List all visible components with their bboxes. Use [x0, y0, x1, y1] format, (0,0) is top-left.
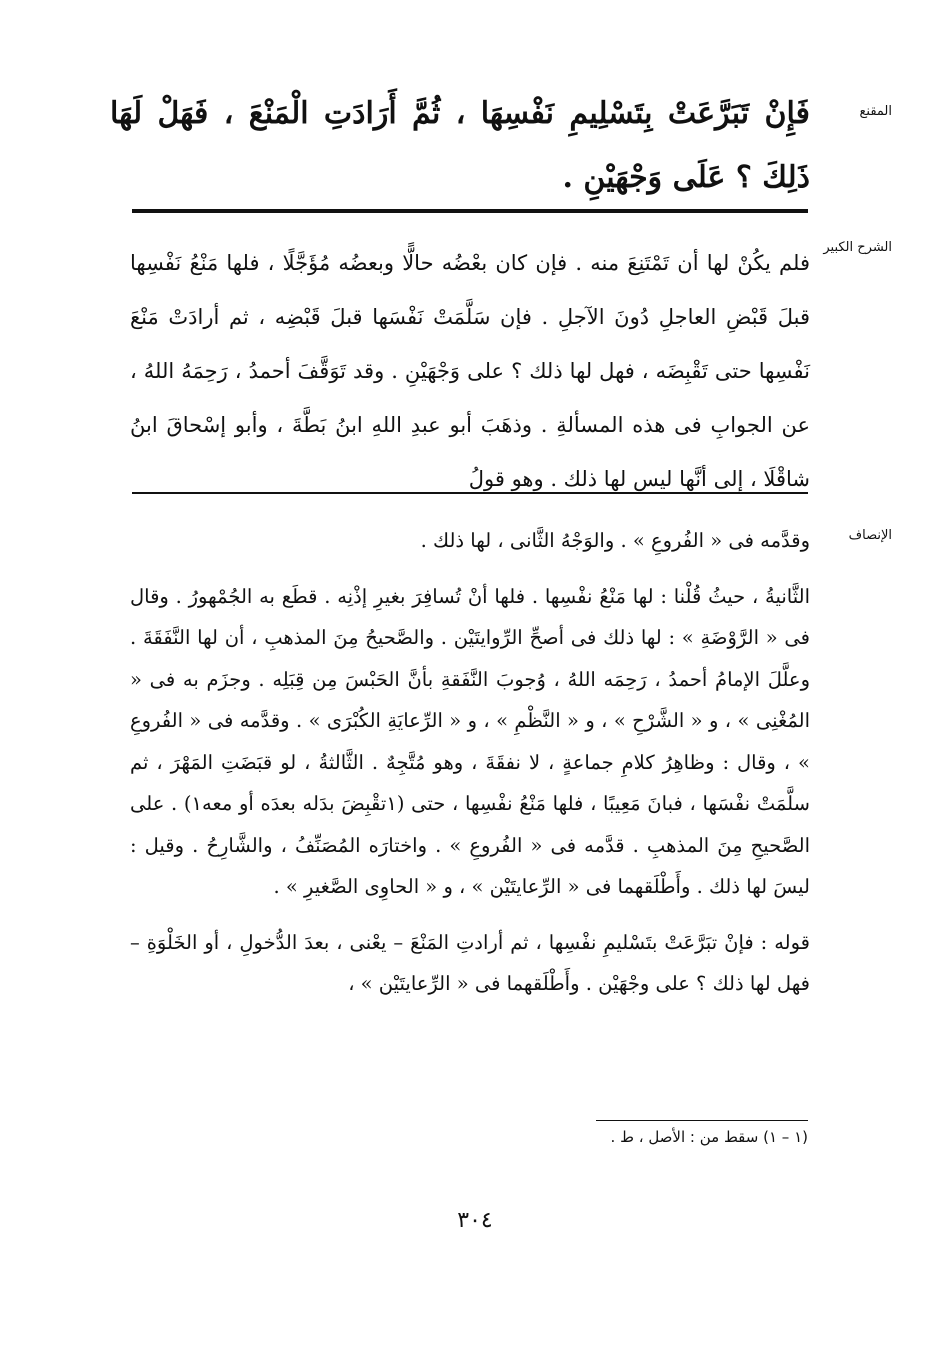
page-number: ٣٠٤ [457, 1208, 493, 1233]
footnote-divider [596, 1120, 808, 1121]
insaf-paragraph: الثَّانيةُ ، حيثُ قُلْنا : لها مَنْعُ نفْسِها . فلها أنْ تُسافِرَ بغيرِ إذْنِه . قطَع به الجُمْهورُ . وقال فى « الرَّوْضَةِ » : لها ذلك فى أصحِّ الرِّوايتَيْن . والصَّحيحُ مِنَ المذهبِ ، أن لها النَّفَقَةَ . وعلَّلَ الإمامُ أحمدُ ، رَحِمَه اللهُ ، وُجوبَ النَّفَقةِ بأنَّ الحَبْسَ مِن قِبَلِه . وجزَم به فى « المُغْنِى » ، و « الشَّرْحِ » ، و « النَّظْمِ » ، و « الرِّعايَةِ الكُبْرَى » . وقدَّمه فى « الفُروعِ » ، وقال : وظاهِرُ كلامِ جماعةٍ ، لا نفقَةَ ، وهو مُتَّجِهٌ . الثَّالثةُ ، لو قبَضَتِ المَهْرَ ، ثم سلَّمَتْ نفْسَها ، فبانَ مَعِيبًا ، فلها مَنْعُ نفْسِها ، حتى (١تقْبِضَ بدَله بعدَه أو معه١) . على الصَّحيحِ مِنَ المذهبِ . قدَّمه فى « الفُروعِ » . واختارَه المُصَنِّفُ ، والشَّارِحُ . وقيل : ليسَ لها ذلك . وأَطْلَقهما فى « الرِّعايتَيْن » ، و « الحاوِى الصَّغيرِ » . [130, 584, 810, 898]
section-label-muqni: المقنع [859, 104, 892, 119]
insaf-paragraph: وقدَّمه فى « الفُروعِ » . والوَجْهُ الثَّانى ، لها ذلك . [420, 529, 810, 552]
footnote: (١ – ١) سقط من : الأصل ، ط . [610, 1128, 808, 1146]
section-label-insaf: الإنصاف [848, 528, 892, 543]
section-divider [132, 492, 808, 494]
section-divider [132, 209, 808, 213]
muqni-text: فَإِنْ تَبَرَّعَتْ بِتَسْلِيمِ نَفْسِهَا ، ثُمَّ أَرَادَتِ الْمَنْعَ ، فَهَلْ لَهَا ذَلِكَ ؟ عَلَى وَجْهَيْنِ . [110, 96, 810, 195]
section-label-sharh: الشرح الكبير [823, 240, 892, 255]
insaf-paragraph: قوله : فإنْ تبَرَّعَتْ بتَسْليمِ نفْسِها ، ثم أرادتِ المَنْعَ – يعْنى ، بعدَ الدُّخولِ ، أو الخَلْوَةِ – فهل لها ذلك ؟ على وجْهَيْن . وأَطْلَقهما فى « الرِّعايتَيْن » ، [130, 930, 810, 995]
insaf-text [130, 520, 810, 1005]
sharh-text: فلم يكُنْ لها أن تَمْتَنِعَ منه . فإن كان بعْضُه حالًّا وبعضُه مُؤَجَّلًا ، فلها مَنْعُ نَفْسِها قبلَ قَبْضِ العاجلِ دُونَ الآجلِ . فإن سَلَّمَتْ نَفْسَها قبلَ قَبْضِه ، ثم أرادَتْ مَنْعَ نَفْسِها حتى تَقْبِضَه ، فهل لها ذلك ؟ على وَجْهَيْنِ . وقد تَوَقَّفَ أحمدُ ، رَحِمَهُ اللهُ ، عن الجوابِ فى هذه المسألةِ . وذهَبَ أبو عبدِ اللهِ ابنُ بَطَّةَ ، وأبو إسْحاقَ ابنُ شاقْلَا ، إلى أنَّها ليس لها ذلك . وهو قولُ [130, 251, 810, 491]
